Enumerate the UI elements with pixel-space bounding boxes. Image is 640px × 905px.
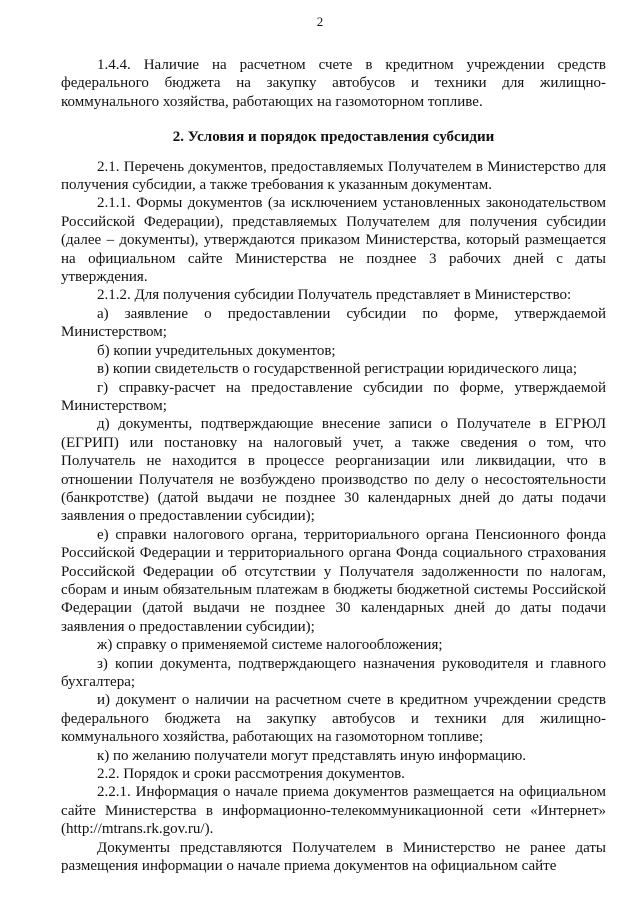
list-item-g: г) справку-расчет на предоставление субсидии по форме, утверждаемой Министерством; [61, 379, 606, 414]
list-item-zh: ж) справку о применяемой системе налогообложения; [97, 637, 443, 654]
section-heading: 2. Условия и порядок предоставления субсидии [172, 129, 495, 146]
paragraph-1-4-4: 1.4.4. Наличие на расчетном счете в кредитном учреждении средств федерального бюджета на закупку автобусов и техники для жилищно-коммунального хозяйства, работающих на газомоторном топливе. [61, 57, 606, 110]
paragraph-2-1-2: 2.1.2. Для получения субсидии Получатель представляет в Министерство: [97, 287, 572, 304]
list-item-e: е) справки налогового органа, территориального органа Пенсионного фонда Российской Федерации и территориального органа Фонда социального страхования Российской Федерации об отсутствии у Получателя задолженности по налогам, сборам и иным обязательным платежам в бюджеты бюджетной системы Российской Федерации (датой выдачи не позднее 30 календарных дней до даты подачи заявления о предоставлении субсидии); [61, 526, 606, 635]
paragraph-2-2: 2.2. Порядок и сроки рассмотрения документов. [97, 766, 405, 783]
page-number: 2 [316, 14, 324, 29]
paragraph-2-1-1: 2.1.1. Формы документов (за исключением установленных законодательством Российской Федерации), представляемых Получателем для получения субсидии (далее – документы), утверждаются приказом Министерства, который размещается на официальном сайте Министерства не позднее 3 рабочих дней с даты утверждения. [61, 195, 606, 286]
list-item-d: д) документы, подтверждающие внесение записи о Получателе в ЕГРЮЛ (ЕГРИП) или постановку на налоговый учет, а также сведения о том, что Получатель не находится в процессе реорганизации или ликвидации, что в отношении Получателя не возбуждено производство по делу о несостоятельности (банкротстве) (датой выдачи не позднее 30 календарных дней до даты подачи заявления о предоставлении субсидии); [61, 416, 606, 525]
paragraph-documents-submission: Документы представляются Получателем в Министерство не ранее даты размещения информации о начале приема документов на официальном сайте [61, 839, 606, 875]
list-item-k: к) по желанию получатели могут представлять иную информацию. [97, 747, 527, 764]
list-item-v: в) копии свидетельств о государственной регистрации юридического лица; [97, 361, 577, 378]
paragraph-2-1: 2.1. Перечень документов, предоставляемых Получателем в Министерство для получения субсидии, а также требования к указанным документам. [61, 158, 606, 194]
list-item-z: з) копии документа, подтверждающего назначения руководителя и главного бухгалтера; [61, 655, 606, 690]
document-body [61, 56, 606, 875]
paragraph-2-2-1: 2.2.1. Информация о начале приема документов размещается на официальном сайте Министерства в информационно-телекоммуникационной сети «Интернет» (http://mtrans.rk.gov.ru/). [61, 784, 606, 838]
list-item-b: б) копии учредительных документов; [97, 342, 336, 359]
list-item-a: а) заявление о предоставлении субсидии по форме, утверждаемой Министерством; [61, 305, 606, 341]
list-item-i: и) документ о наличии на расчетном счете в кредитном учреждении средств федерального бюджета на закупку автобусов и техники для жилищно-коммунального хозяйства, работающих на газомоторном топливе; [61, 692, 606, 746]
